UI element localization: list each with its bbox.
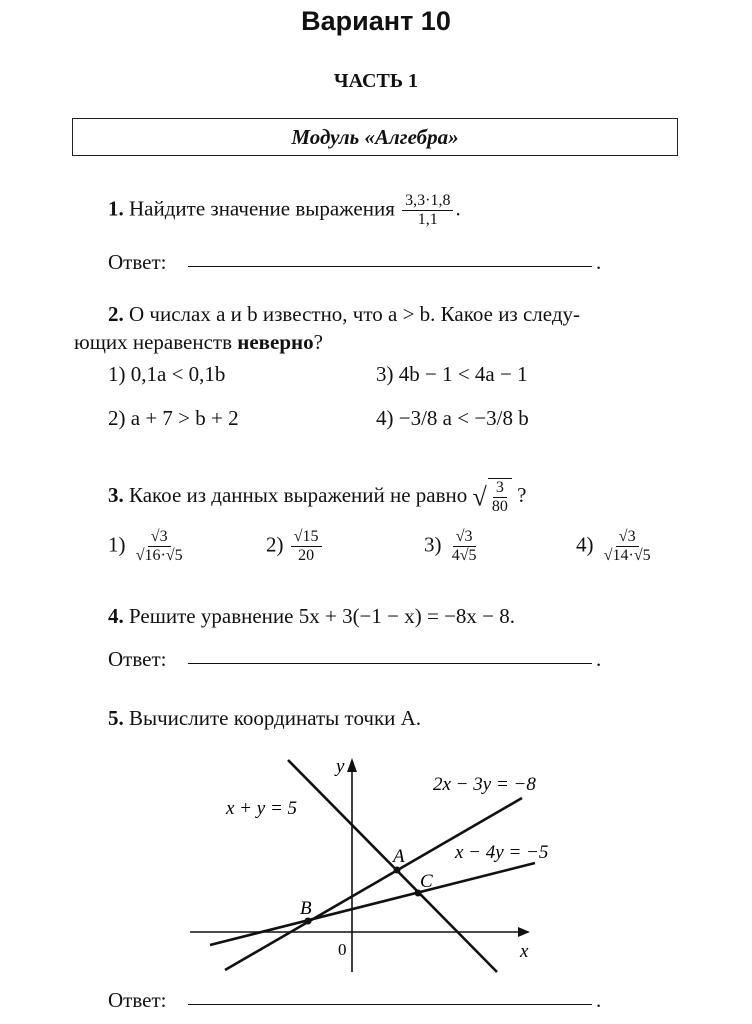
line-2x-minus-3y [225,798,522,970]
y-axis-arrow-icon [347,758,357,772]
option-denominator: √16·√5 [135,547,183,565]
option-label: 2) [266,532,284,557]
answer-dot-1: . [596,250,602,274]
module-title: Модуль «Алгебра» [291,124,459,149]
question-2-option-3: 3) 4b − 1 < 4a − 1 [376,362,528,386]
answer-dot-5: . [596,988,602,1012]
question-3-option-3 [424,528,482,566]
question-5-text: Вычислите координаты точки A. [129,706,422,730]
question-4-text: Решите уравнение 5x + 3(−1 − x) = −8x − 8. [129,604,516,628]
question-2-text-start: ющих неравенств [74,330,238,354]
question-5-number: 5. [108,706,124,730]
point-a-marker [394,867,401,874]
sqrt-icon: √ [472,482,487,512]
option-numerator: √15 [291,528,322,547]
question-2-line2 [74,330,323,355]
question-3-option-1 [108,528,188,566]
answer-label-4: Ответ: [108,647,167,671]
option-denominator: √14·√5 [603,547,651,565]
option-denominator: 4√5 [451,547,477,565]
question-4-number: 4. [108,604,124,628]
answer-field-5[interactable] [188,1004,592,1005]
fraction-numerator: 3,3·1,8 [402,192,453,211]
question-3-option-2 [266,528,324,566]
question-3-text: Какое из данных выражений не равно [129,483,468,508]
answer-field-4[interactable] [188,663,592,664]
answer-label-5: Ответ: [108,988,167,1012]
module-banner [72,118,678,156]
radicand-numerator: 3 [493,479,507,498]
fraction-denominator: 1,1 [417,211,438,229]
answer-field-1[interactable] [188,266,592,267]
question-2-option-1: 1) 0,1a < 0,1b [108,362,226,386]
x-axis-label: x [520,941,529,962]
question-2-option-2: 2) a + 7 > b + 2 [108,406,239,430]
y-axis-label: y [336,756,345,777]
option-label: 1) [108,532,126,557]
point-c-label: C [420,871,433,892]
option-numerator: √3 [616,528,639,547]
question-1-fraction [402,192,453,230]
question-1-text: Найдите значение выражения [129,196,395,221]
line1-equation-label: 2x − 3y = −8 [433,774,536,795]
option-numerator: √3 [453,528,476,547]
line2-equation-label: x + y = 5 [226,798,298,819]
coordinate-graph [0,740,752,980]
question-3 [108,478,526,517]
question-3-number: 3. [108,483,124,508]
question-1-end: . [455,196,461,221]
point-b-label: B [300,898,312,919]
question-2-text: О числах a и b известно, что a > b. Какое из следу- [129,302,580,326]
question-2-text-end: ? [313,330,323,354]
option-numerator: √3 [148,528,171,547]
question-2-emphasis: неверно [237,330,314,354]
question-2-number: 2. [108,302,124,326]
question-2-option-4: 4) −3/8 a < −3/8 b [376,406,529,430]
question-2-line1 [108,302,580,327]
x-axis-arrow-icon [518,927,530,937]
line3-equation-label: x − 4y = −5 [455,842,549,863]
question-3-option-4 [576,528,656,566]
radicand-denominator: 80 [491,498,508,516]
question-1-number: 1. [108,196,124,221]
question-1 [108,192,461,230]
option-label: 4) [576,532,594,557]
option-label: 3) [424,532,442,557]
variant-title: Вариант 10 [301,6,451,36]
answer-label-1: Ответ: [108,250,167,274]
question-3-end: ? [517,483,527,508]
part-heading: ЧАСТЬ 1 [333,70,419,92]
question-3-radicand [488,478,512,517]
answer-dot-4: . [596,647,602,671]
question-5 [108,706,421,731]
option-denominator: 20 [298,547,315,565]
question-4 [108,604,515,629]
origin-label: 0 [338,940,347,959]
point-a-label: A [393,846,405,867]
